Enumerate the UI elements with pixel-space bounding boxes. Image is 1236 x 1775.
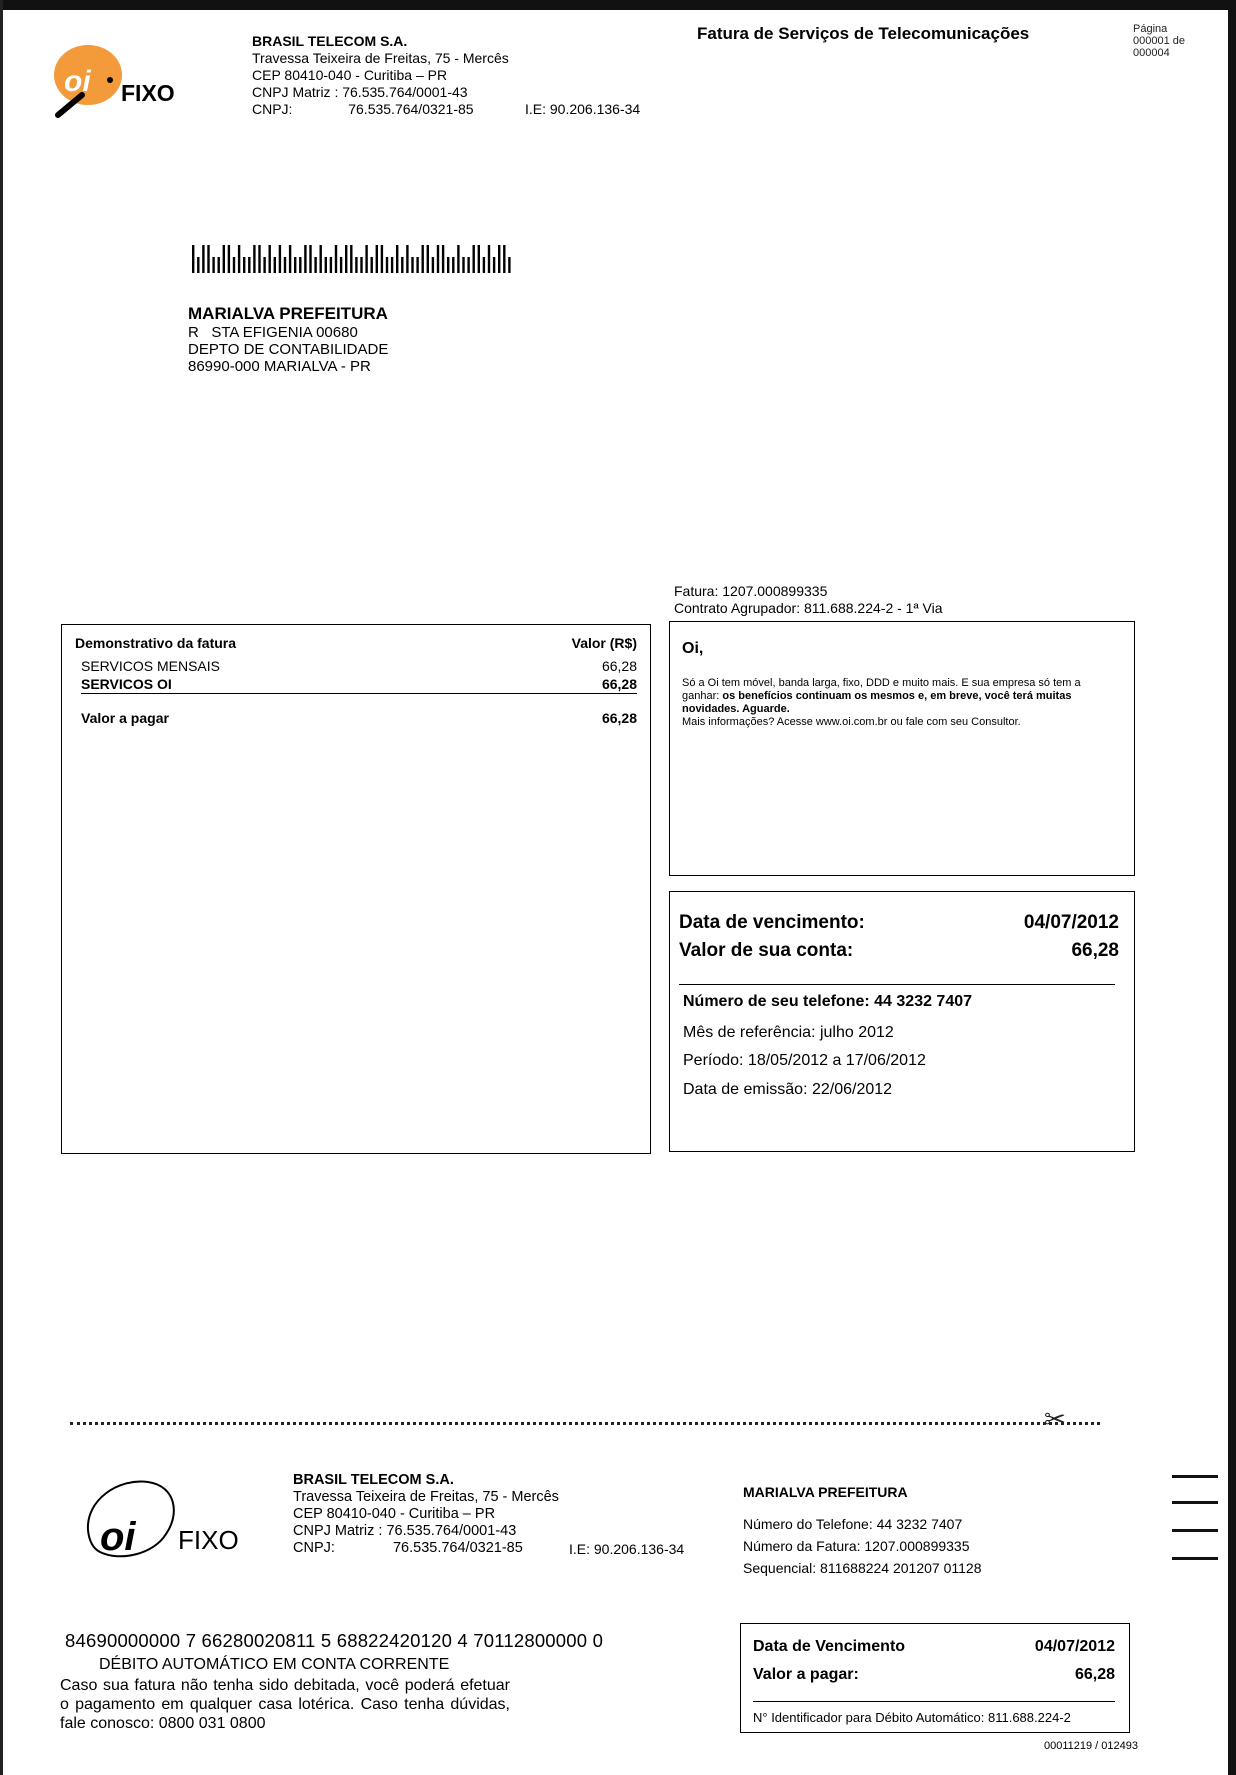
stub-company-address-2: CEP 80410-040 - Curitiba – PR [293,1506,496,1522]
stub-company-address-1: Travessa Teixeira de Freitas, 75 - Mercês [293,1489,559,1505]
summary-phone: Número de seu telefone: 44 3232 7407 [683,993,973,1010]
message-part-1: Só a Oi tem móvel, banda larga, fixo, DDD e muito mais. E sua empresa só tem a ganhar: [682,677,1081,702]
digitable-line: 84690000000 7 66280020811 5 68822420120 4 70112800000 0 [65,1630,604,1651]
barcode-bar [437,245,439,273]
pay-due-value: 04/07/2012 [1034,1638,1115,1655]
barcode-bar [299,257,301,273]
due-value: 04/07/2012 [1023,912,1119,933]
auto-debit-id: N° Identificador para Débito Automático: 811.688.224-2 [753,1710,1071,1725]
barcode-bar [309,245,311,273]
stub-company-ie: I.E: 90.206.136-34 [569,1541,685,1557]
barcode-bar [488,245,490,273]
barcode-bar [376,245,378,273]
svg-text:oi: oi [100,1515,136,1559]
stub-customer-name: MARIALVA PREFEITURA [743,1484,908,1500]
summary-divider [679,984,1115,985]
barcode-bar [457,245,459,273]
barcode-bar [462,257,464,273]
barcode-bar [503,245,505,273]
demonstrativo-title: Demonstrativo da fatura [75,635,237,651]
company-name: BRASIL TELECOM S.A. [252,33,408,49]
barcode-bar [371,257,373,273]
company-block-stub [293,1472,559,1557]
invoice-number: Fatura: 1207.000899335 [674,583,828,599]
stub-mark [1172,1475,1218,1478]
barcode-bar [238,245,240,273]
barcode-bar [289,245,291,273]
total-value: 66,28 [601,710,637,726]
barcode-bar [274,257,276,273]
stub-customer [743,1481,981,1579]
page-info [1133,23,1185,59]
barcode-bar [330,257,332,273]
barcode-bar [467,257,469,273]
summary-ref-month: Mês de referência: julho 2012 [683,1024,894,1041]
summary-due [679,912,1119,934]
table-row [81,676,637,692]
barcode-bar [365,245,367,273]
message-box [669,621,1135,876]
barcode-bar [396,245,398,273]
stub-phone: Número do Telefone: 44 3232 7407 [743,1516,963,1532]
due-label: Data de vencimento: [679,912,865,933]
barcode-bar [498,245,500,273]
barcode-bar [279,245,281,273]
barcode-bar [202,245,204,273]
barcode-bar [223,245,225,273]
summary-box [669,891,1135,1152]
recipient-line-2: DEPTO DE CONTABILIDADE [188,341,389,358]
barcode-bar [314,257,316,273]
company-cnpj-matriz: CNPJ Matriz : 76.535.764/0001-43 [252,84,468,100]
barcode-bar [304,245,306,273]
row-label: SERVICOS MENSAIS [81,658,221,674]
barcode-bar [218,257,220,273]
barcode-bar [197,257,199,273]
company-address-1: Travessa Teixeira de Freitas, 75 - Mercês [252,50,509,66]
cnpj-value: 76.535.764/0321-85 [348,101,474,117]
scan-edge-top [0,0,1236,10]
barcode-bar [320,245,322,273]
barcode-bar [294,257,296,273]
demonstrativo-header [75,635,637,651]
company-ie: I.E: 90.206.136-34 [525,101,641,117]
sequence-footer: 00011219 / 012493 [1044,1740,1138,1752]
page-line-1: 000001 de [1133,35,1185,47]
barcode-bar [192,245,194,273]
stub-invoice-number: Número da Fatura: 1207.000899335 [743,1538,970,1554]
message-bold: os benefícios continuam os mesmos e, em breve, você terá muitas novidades. Aguarde. [682,690,1072,715]
pay-amount-label: Valor a pagar: [753,1666,859,1683]
postal-barcode [190,243,520,275]
barcode-bar [228,245,230,273]
stub-mark [1172,1529,1218,1532]
recipient-address [188,304,388,375]
payment-box [740,1623,1130,1733]
barcode-bar [325,257,327,273]
summary-amount [679,940,1119,962]
demonstrativo-total [81,710,637,726]
barcode-bar [427,245,429,273]
barcode-bar [447,257,449,273]
amount-value: 66,28 [1071,940,1119,961]
barcode-bar [284,257,286,273]
svg-text:oi: oi [64,65,91,98]
company-block-top [252,33,509,118]
barcode-bar [248,257,250,273]
pay-due [753,1638,1115,1656]
barcode-bar [243,257,245,273]
barcode-bar [386,257,388,273]
message-text [682,677,1112,729]
cnpj-label: CNPJ: [252,101,293,117]
barcode-bar [478,245,480,273]
barcode-bar [355,257,357,273]
scan-edge-right [1228,0,1236,1775]
barcode-bar [473,245,475,273]
amount-label: Valor de sua conta: [679,940,854,961]
demonstrativo-box [61,624,651,1154]
pay-divider [753,1701,1115,1702]
recipient-name: MARIALVA PREFEITURA [188,304,388,323]
payment-notice: Caso sua fatura não tenha sido debitada, você poderá efetuar o pagamento em qualquer casa lotérica. Caso tenha dúvidas, fale conosco: 0800 031 0800 [60,1677,510,1732]
stub-sequential: Sequencial: 811688224 201207 01128 [743,1560,982,1576]
barcode-bar [422,245,424,273]
summary-issue-date: Data de emissão: 22/06/2012 [683,1081,893,1098]
demonstrativo-divider [81,693,637,694]
stub-mark [1172,1557,1218,1560]
page-line-2: 000004 [1133,47,1170,59]
barcode-bar [340,257,342,273]
barcode-bar [253,245,255,273]
invoice-contract: Contrato Agrupador: 811.688.224-2 - 1ª Via [674,600,943,616]
invoice-info [674,583,943,617]
barcode-bar [360,257,362,273]
scan-edge-left [0,0,3,1775]
page-label: Página [1133,23,1168,35]
table-row [81,658,637,674]
pay-amount [753,1666,1115,1684]
recipient-line-3: 86990-000 MARIALVA - PR [188,358,371,375]
barcode-bar [391,257,393,273]
stub-cnpj-value: 76.535.764/0321-85 [392,1540,523,1556]
barcode-bar [233,257,235,273]
auto-debit-title: DÉBITO AUTOMÁTICO EM CONTA CORRENTE [99,1656,450,1673]
stub-company-cnpj-matriz: CNPJ Matriz : 76.535.764/0001-43 [293,1523,517,1539]
barcode-bar [416,257,418,273]
message-greeting: Oi, [682,640,704,657]
barcode-bar [263,257,265,273]
recipient-line-1: R STA EFIGENIA 00680 [188,324,358,341]
stub-company-name: BRASIL TELECOM S.A. [293,1472,454,1488]
barcode-bar [442,245,444,273]
stub-cnpj-label: CNPJ: [293,1540,335,1556]
barcode-bar [269,245,271,273]
brand-fixo-top: FIXO [121,80,175,106]
barcode-bar [258,245,260,273]
company-cnpj [252,101,509,118]
document-title: Fatura de Serviços de Telecomunicações [697,24,1030,43]
barcode-bar [406,245,408,273]
barcode-bar [345,245,347,273]
cut-line [70,1422,1100,1425]
row-value: 66,28 [601,676,637,692]
company-address-2: CEP 80410-040 - Curitiba – PR [252,67,448,83]
message-part-2: Mais informações? Acesse www.oi.com.br ou fale com seu Consultor. [682,716,1021,728]
barcode-bar [452,257,454,273]
row-label: SERVICOS OI [81,676,172,692]
barcode-bar [411,257,413,273]
barcode-bar [401,257,403,273]
barcode-bar [483,257,485,273]
barcode-bar [207,245,209,273]
row-value: 66,28 [601,658,637,674]
demonstrativo-value-header: Valor (R$) [571,635,637,651]
summary-period: Período: 18/05/2012 a 17/06/2012 [683,1052,926,1069]
scissors-icon: ✂ [1044,1404,1066,1434]
pay-due-label: Data de Vencimento [753,1638,906,1655]
barcode-bar [381,245,383,273]
barcode-bar [350,245,352,273]
pay-amount-value: 66,28 [1074,1666,1115,1683]
stub-company-cnpj [293,1540,559,1557]
stub-mark [1172,1501,1218,1504]
barcode-bar [212,257,214,273]
total-label: Valor a pagar [81,710,169,726]
barcode-bar [432,257,434,273]
barcode-bar [508,257,510,273]
barcode-bar [335,245,337,273]
brand-fixo-stub: FIXO [178,1525,239,1555]
barcode-bar [493,257,495,273]
